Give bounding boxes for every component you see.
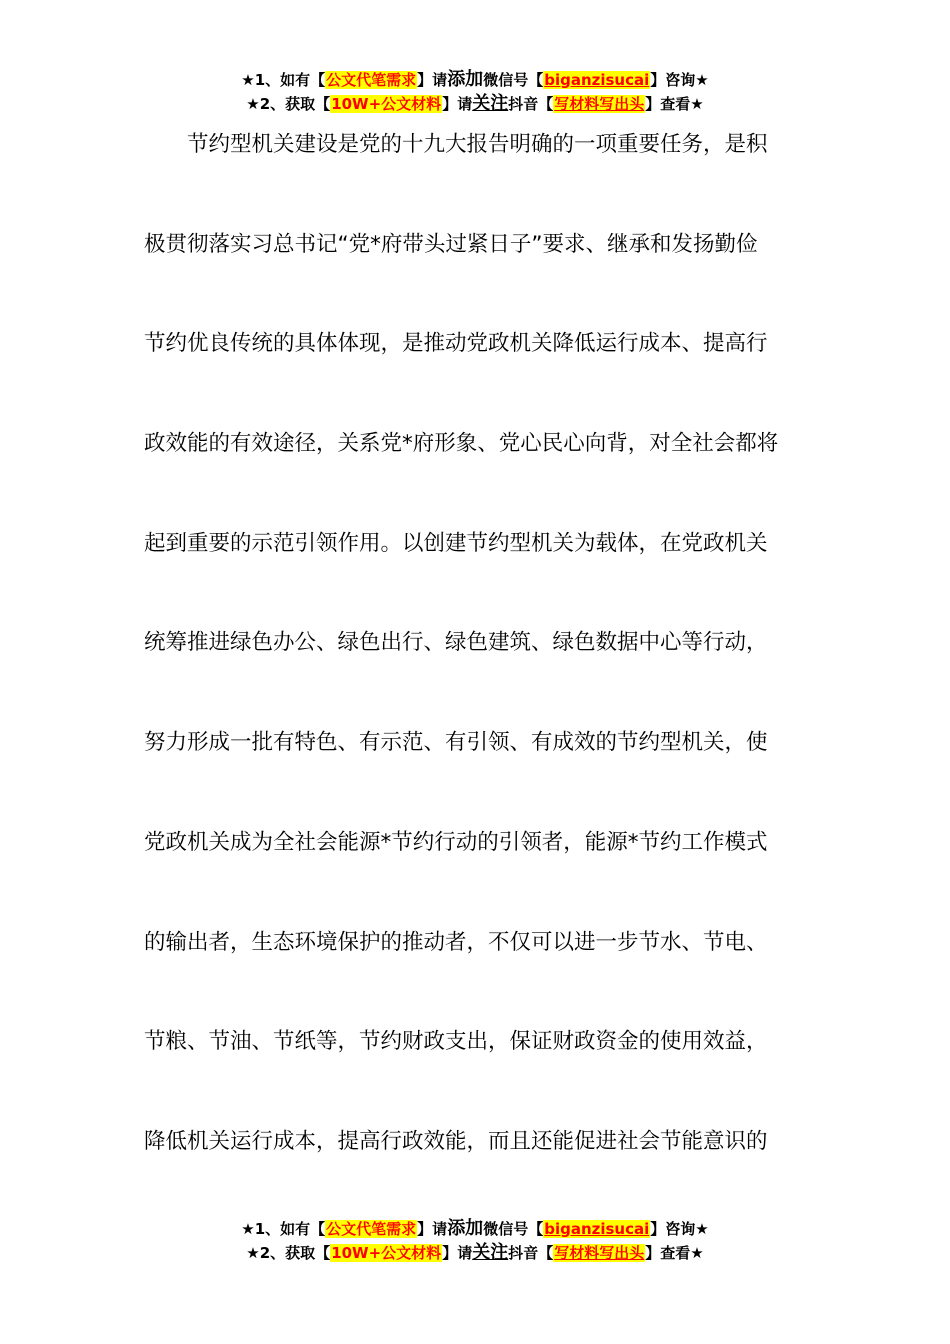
document-body	[144, 128, 808, 1225]
body-line: 极贯彻落实习总书记“党*府带头过紧日子”要求、继承和发扬勤俭	[144, 231, 758, 257]
body-line: 降低机关运行成本，提高行政效能，而且还能促进社会节能意识的	[144, 1128, 768, 1154]
banner-line-2-highlight-materials: 10W+公文材料	[331, 1244, 442, 1262]
banner-line-1-mid1: 】请	[417, 1220, 448, 1238]
banner-line-1-emphasis: 添加	[447, 69, 484, 90]
banner-line-2-mid1: 】请	[442, 95, 473, 113]
banner-line-1-mid2: 微信号【	[483, 71, 544, 89]
banner-line-2	[0, 92, 950, 116]
banner-line-1-mid1: 】请	[417, 71, 448, 89]
body-line: 统筹推进绿色办公、绿色出行、绿色建筑、绿色数据中心等行动，	[144, 630, 768, 656]
banner-line-2-emphasis: 关注	[472, 93, 509, 114]
body-line: 的输出者，生态环境保护的推动者，不仅可以进一步节水、节电、	[144, 929, 768, 955]
banner-line-1-prefix: ★1、如有【	[241, 71, 326, 89]
banner-line-1	[0, 68, 950, 92]
body-line: 节约优良传统的具体体现，是推动党政机关降低运行成本、提高行	[144, 331, 768, 357]
body-line: 政效能的有效途径，关系党*府形象、党心民心向背，对全社会都将	[144, 431, 779, 457]
banner-line-2-emphasis: 关注	[472, 1242, 509, 1263]
body-line: 党政机关成为全社会能源*节约行动的引领者，能源*节约工作模式	[144, 829, 768, 855]
banner-line-2-suffix: 】查看★	[645, 95, 704, 113]
banner-line-1-suffix: 】咨询★	[650, 71, 709, 89]
banner-line-2-douyin-account[interactable]: 写材料写出头	[554, 95, 645, 113]
banner-line-1-wechat-id[interactable]: biganzisucai	[544, 1220, 650, 1238]
banner-line-2-mid1: 】请	[442, 1244, 473, 1262]
banner-line-2-mid2: 抖音【	[508, 1244, 554, 1262]
body-line: 节约型机关建设是党的十九大报告明确的一项重要任务，是积	[187, 132, 768, 157]
banner-line-1-highlight-service: 公文代笔需求	[326, 71, 417, 89]
banner-line-1-highlight-service: 公文代笔需求	[326, 1220, 417, 1238]
banner-line-2-prefix: ★2、获取【	[246, 95, 331, 113]
header-banner	[0, 68, 950, 116]
body-line: 节粮、节油、节纸等，节约财政支出，保证财政资金的使用效益，	[144, 1029, 768, 1055]
banner-line-2	[0, 1241, 950, 1265]
banner-line-1-prefix: ★1、如有【	[241, 1220, 326, 1238]
footer-banner	[0, 1217, 950, 1265]
banner-line-2-highlight-materials: 10W+公文材料	[331, 95, 442, 113]
banner-line-1-emphasis: 添加	[447, 1218, 484, 1239]
body-line: 起到重要的示范引领作用。以创建节约型机关为载体，在党政机关	[144, 530, 768, 556]
banner-line-2-mid2: 抖音【	[508, 95, 554, 113]
banner-line-2-douyin-account[interactable]: 写材料写出头	[554, 1244, 645, 1262]
banner-line-1-mid2: 微信号【	[483, 1220, 544, 1238]
banner-line-1	[0, 1217, 950, 1241]
banner-line-2-prefix: ★2、获取【	[246, 1244, 331, 1262]
banner-line-1-suffix: 】咨询★	[650, 1220, 709, 1238]
banner-line-1-wechat-id[interactable]: biganzisucai	[544, 71, 650, 89]
banner-line-2-suffix: 】查看★	[645, 1244, 704, 1262]
body-line: 努力形成一批有特色、有示范、有引领、有成效的节约型机关，使	[144, 730, 768, 756]
